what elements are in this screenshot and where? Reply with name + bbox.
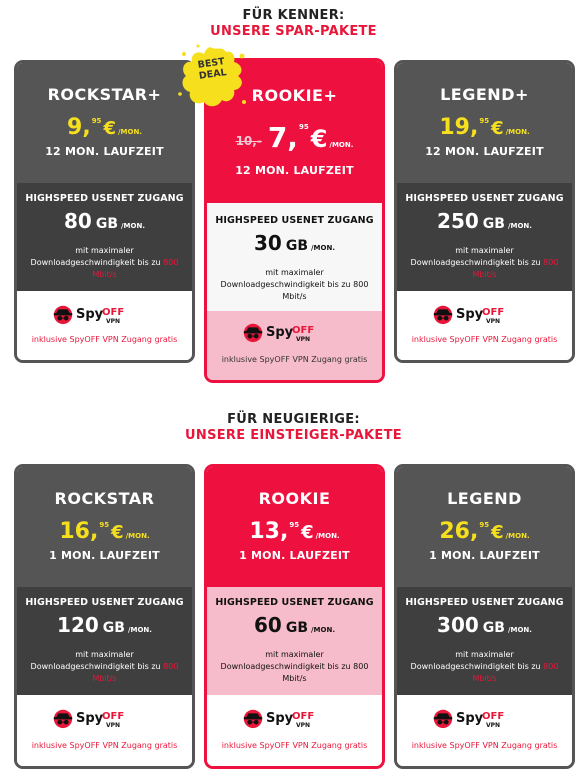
package-price: 19,95 € /MON.: [439, 115, 530, 140]
feature-title: HIGHSPEED USENET ZUGANG: [405, 597, 564, 608]
package-name: LEGEND: [447, 489, 522, 508]
package-card-legend-plus[interactable]: [394, 60, 575, 363]
vpn-included-note: inklusive SpyOFF VPN Zugang gratis: [411, 741, 558, 750]
vpn-included-note: inklusive SpyOFF VPN Zugang gratis: [411, 335, 558, 344]
spyoff-vpn-logo: [17, 707, 192, 729]
speed-description: mit maximaler Downloadgeschwindigkeit bis zu 800 Mbit/s: [220, 268, 369, 301]
data-volume: 60 GB /MON.: [253, 613, 335, 637]
svg-text:VPN: VPN: [295, 722, 310, 729]
package-term: 1 MON. LAUFZEIT: [429, 549, 540, 562]
vpn-included-note: inklusive SpyOFF VPN Zugang gratis: [31, 741, 178, 750]
package-name: ROOKIE: [258, 489, 331, 508]
package-card-rookie[interactable]: [204, 464, 385, 769]
svg-text:Spy: Spy: [265, 325, 293, 340]
package-name: ROCKSTAR: [54, 489, 155, 508]
package-name: LEGEND+: [440, 85, 529, 104]
svg-text:Spy: Spy: [455, 711, 483, 726]
package-card-rockstar-plus[interactable]: [14, 60, 195, 363]
data-volume: 30 GB /MON.: [253, 231, 335, 255]
spyoff-vpn-logo: [397, 707, 572, 729]
package-name: ROOKIE+: [251, 86, 338, 105]
svg-text:VPN: VPN: [295, 336, 310, 343]
best-deal-badge: BEST DEAL: [197, 56, 228, 82]
package-name: ROCKSTAR+: [47, 85, 162, 104]
vpn-included-note: inklusive SpyOFF VPN Zugang gratis: [221, 355, 368, 364]
section-heading: UNSERE SPAR-PAKETE: [210, 24, 377, 39]
data-volume: 300 GB /MON.: [437, 613, 532, 637]
data-volume: 120 GB /MON.: [57, 613, 152, 637]
svg-text:OFF: OFF: [481, 711, 504, 722]
spyoff-vpn-logo: [207, 707, 382, 729]
speed-description: mit maximaler Downloadgeschwindigkeit bis zu 800 Mbit/s: [410, 650, 559, 683]
data-volume: 250 GB /MON.: [437, 209, 532, 233]
feature-title: HIGHSPEED USENET ZUGANG: [215, 215, 374, 226]
package-term: 12 MON. LAUFZEIT: [235, 164, 354, 177]
package-term: 1 MON. LAUFZEIT: [49, 549, 160, 562]
svg-text:Spy: Spy: [455, 307, 483, 322]
package-price: 26,95 € /MON.: [439, 519, 530, 544]
section-title-einsteiger: [0, 412, 587, 444]
speed-description: mit maximaler Downloadgeschwindigkeit bis zu 800 Mbit/s: [30, 246, 179, 279]
feature-title: HIGHSPEED USENET ZUGANG: [25, 597, 184, 608]
svg-text:OFF: OFF: [481, 307, 504, 318]
speed-description: mit maximaler Downloadgeschwindigkeit bis zu 800 Mbit/s: [220, 650, 369, 683]
package-card-legend[interactable]: [394, 464, 575, 769]
data-volume: 80 GB /MON.: [63, 209, 145, 233]
old-price: 10,-: [235, 134, 262, 148]
speed-description: mit maximaler Downloadgeschwindigkeit bis zu 800 Mbit/s: [30, 650, 179, 683]
svg-text:Spy: Spy: [75, 307, 103, 322]
svg-text:VPN: VPN: [485, 722, 500, 729]
package-price: 16,95 € /MON.: [59, 519, 150, 544]
spyoff-vpn-logo: [207, 321, 382, 343]
package-term: 1 MON. LAUFZEIT: [239, 549, 350, 562]
feature-title: HIGHSPEED USENET ZUGANG: [405, 193, 564, 204]
section-title-spar: [0, 8, 587, 40]
package-price: 10,- 7,95€ /MON.: [235, 121, 354, 154]
svg-text:VPN: VPN: [105, 318, 120, 325]
package-term: 12 MON. LAUFZEIT: [425, 145, 544, 158]
vpn-included-note: inklusive SpyOFF VPN Zugang gratis: [221, 741, 368, 750]
svg-text:OFF: OFF: [101, 711, 124, 722]
feature-title: HIGHSPEED USENET ZUGANG: [25, 193, 184, 204]
section-heading: UNSERE EINSTEIGER-PAKETE: [185, 428, 402, 443]
svg-text:Spy: Spy: [265, 711, 293, 726]
package-price: 13,95 € /MON.: [249, 519, 340, 544]
spyoff-vpn-logo: [17, 303, 192, 325]
section-kicker: FÜR NEUGIERIGE:: [227, 412, 360, 427]
package-price: 9,95 € /MON.: [67, 115, 142, 140]
spyoff-vpn-logo: [397, 303, 572, 325]
vpn-included-note: inklusive SpyOFF VPN Zugang gratis: [31, 335, 178, 344]
svg-text:OFF: OFF: [291, 325, 314, 336]
package-card-rockstar[interactable]: [14, 464, 195, 769]
svg-text:VPN: VPN: [105, 722, 120, 729]
package-term: 12 MON. LAUFZEIT: [45, 145, 164, 158]
section-kicker: FÜR KENNER:: [242, 8, 345, 23]
feature-title: HIGHSPEED USENET ZUGANG: [215, 597, 374, 608]
speed-description: mit maximaler Downloadgeschwindigkeit bis zu 800 Mbit/s: [410, 246, 559, 279]
svg-text:VPN: VPN: [485, 318, 500, 325]
svg-text:OFF: OFF: [101, 307, 124, 318]
svg-text:Spy: Spy: [75, 711, 103, 726]
svg-text:OFF: OFF: [291, 711, 314, 722]
